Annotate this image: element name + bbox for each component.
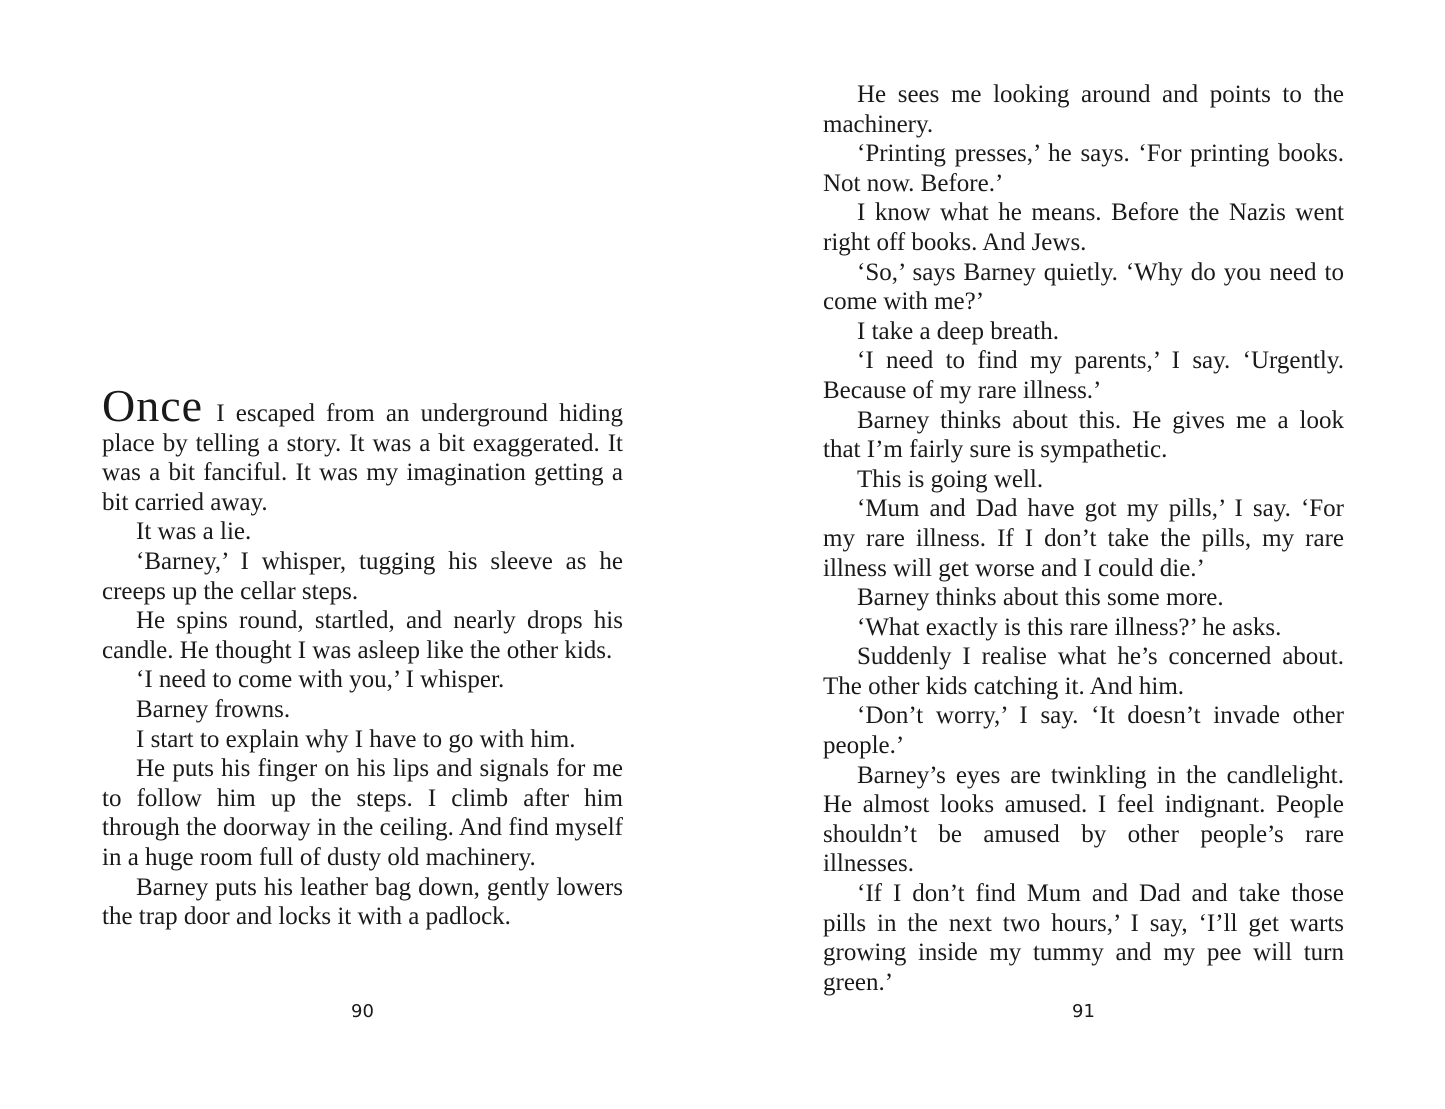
paragraph: ‘Printing presses,’ he says. ‘For printing books. Not now. Before.’	[823, 140, 1344, 197]
opening-word: Once	[102, 380, 204, 431]
page-number-right: 91	[1072, 1001, 1095, 1022]
paragraph: ‘Barney,’ I whisper, tugging his sleeve as he creeps up the cellar steps.	[102, 547, 623, 605]
paragraph: Suddenly I realise what he’s concerned about. The other kids catching it. And him.	[823, 643, 1344, 700]
paragraph: I start to explain why I have to go with him.	[136, 725, 576, 753]
left-page-text	[102, 380, 623, 932]
paragraph: It was a lie.	[136, 518, 252, 546]
paragraph: I know what he means. Before the Nazis went right off books. And Jews.	[823, 199, 1344, 256]
paragraph: He puts his finger on his lips and signals for me to follow him up the steps. I climb after him through the doorway in the ceiling. And find myself in a huge room full of dusty old machinery.	[102, 755, 623, 871]
paragraph: Barney frowns.	[136, 695, 291, 723]
right-page	[823, 0, 1344, 1109]
left-page	[102, 0, 623, 1109]
paragraph: Barney’s eyes are twinkling in the candlelight. He almost looks amused. I feel indignant. People shouldn’t be amused by other people’s rare illnesses.	[823, 761, 1344, 878]
opening-paragraph-text: I escaped from an underground hiding place by telling a story. It was a bit exaggerated. It was a bit fanciful. It was my imagination getting a bit carried away.	[102, 400, 623, 516]
paragraph: ‘So,’ says Barney quietly. ‘Why do you need to come with me?’	[823, 258, 1344, 316]
paragraph: Barney puts his leather bag down, gently lowers the trap door and locks it with a padlock.	[102, 873, 623, 931]
paragraph: Barney thinks about this some more.	[857, 584, 1224, 612]
page-number-left: 90	[351, 1001, 374, 1022]
paragraph: ‘Don’t worry,’ I say. ‘It doesn’t invade other people.’	[823, 702, 1344, 760]
paragraph: ‘If I don’t find Mum and Dad and take those pills in the next two hours,’ I say, ‘I’ll get warts growing inside my tummy and my pee will turn green.’	[823, 880, 1344, 996]
paragraph: This is going well.	[857, 465, 1044, 493]
paragraph: ‘What exactly is this rare illness?’ he asks.	[857, 613, 1282, 641]
paragraph: He spins round, startled, and nearly drops his candle. He thought I was asleep like the other kids.	[102, 607, 623, 664]
paragraph: ‘I need to find my parents,’ I say. ‘Urgently. Because of my rare illness.’	[823, 347, 1344, 404]
paragraph: ‘Mum and Dad have got my pills,’ I say. ‘For my rare illness. If I don’t take the pills, my rare illness will get worse and I could die.’	[823, 495, 1344, 582]
right-page-text	[823, 80, 1344, 997]
paragraph: I take a deep breath.	[857, 317, 1059, 345]
paragraph: Barney thinks about this. He gives me a look that I’m fairly sure is sympathetic.	[823, 406, 1344, 464]
opening-paragraph	[102, 380, 623, 517]
paragraph: He sees me looking around and points to the machinery.	[823, 81, 1344, 138]
paragraph: ‘I need to come with you,’ I whisper.	[136, 666, 505, 694]
